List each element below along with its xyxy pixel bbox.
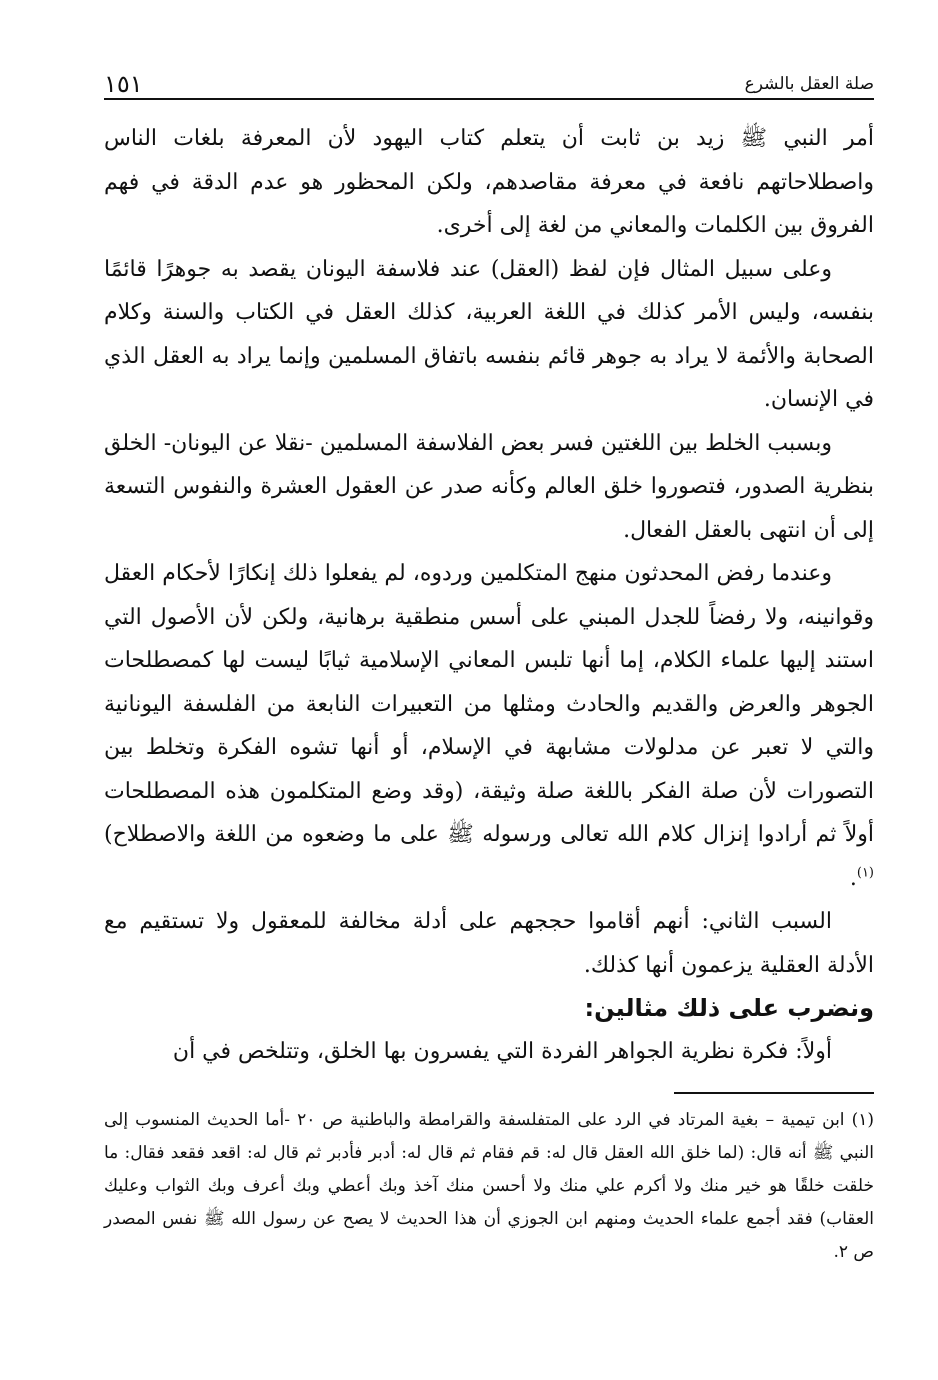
paragraph-2: وعلى سبيل المثال فإن لفظ (العقل) عند فلاسفة اليونان يقصد به جوهرًا قائمًا بنفسه، وليس الأمر كذلك في اللغة العربية، كذلك العقل في الكتاب والسنة وكلام الصحابة والأئمة لا يراد به جوهر قائم بنفسه باتفاق المسلمين وإنما يراد به العقل الذي في الإنسان. — [104, 256, 874, 412]
paragraph-4-period: . — [849, 865, 857, 891]
page-number: ١٥١ — [104, 70, 143, 98]
footnote-1: (١) ابن تيمية – بغية المرتاد في الرد على المتفلسفة والقرامطة والباطنية ص ٢٠ -أما الحديث المنسوب إلى النبي ﷺ أنه قال: (لما خلق الله العقل قال له: قم فقام ثم قال له: أدبر فأدبر ثم قال له: اقعد فقعد فقال: ما خلقت خلقًا هو خير منك ولا أكرم علي منك ولا أحسن منك آخذ وبك أعطي وبك أعرف وبك الثواب وعليك العقاب) فقد أجمع علماء الحديث ومنهم ابن الجوزي أن هذا الحديث لا يصح عن رسول الله ﷺ نفس المصدر ص ٢. — [104, 1109, 874, 1262]
paragraph-4 — [104, 552, 874, 900]
paragraph-4-text: وعندما رفض المحدثون منهج المتكلمين وردوه، لم يفعلوا ذلك إنكارًا لأحكام العقل وقوانينه، ولا رفضاً للجدل المبني على أسس منطقية برهانية، ولكن لأن الأصول التي استند إليها علماء الكلام، إما أنها تلبس المعاني الإسلامية ثيابًا ليست لها كمصطلحات الجوهر والعرض والقديم والحادث ومثلها من التعبيرات النابعة من الفلسفة اليونانية والتي لا تعبر عن مدلولات مشابهة في الإسلام، أو أنها تشوه الفكرة وتخلط بين التصورات لأن صلة الفكر باللغة صلة وثيقة، (وقد وضع المتكلمون هذه المصطلحات أولاً ثم أرادوا إنزال كلام الله تعالى ورسوله ﷺ على ما وضعوه من اللغة والاصطلاح) — [104, 561, 874, 847]
paragraph-3: وبسبب الخلط بين اللغتين فسر بعض الفلاسفة المسلمين -نقلا عن اليونان- الخلق بنظرية الصدور، فتصوروا خلق العالم وكأنه صدر عن العقول العشرة والنفوس التسعة إلى أن انتهى بالعقل الفعال. — [104, 430, 874, 543]
running-header — [104, 68, 874, 100]
paragraph-6: أولاً: فكرة نظرية الجواهر الفردة التي يفسرون بها الخلق، وتتلخص في أن — [172, 1039, 832, 1064]
footnote-separator — [674, 1092, 874, 1094]
paragraph-1: أمر النبي ﷺ زيد بن ثابت أن يتعلم كتاب اليهود لأن المعرفة بلغات الناس واصطلاحاتهم نافعة في معرفة مقاصدهم، ولكن المحظور هو عدم الدقة في فهم الفروق بين الكلمات والمعاني من لغة إلى أخرى. — [104, 126, 874, 238]
footnotes — [104, 1104, 874, 1269]
running-title: صلة العقل بالشرع — [744, 74, 874, 94]
body-text — [104, 117, 874, 1074]
section-subheading: ونضرب على ذلك مثالين: — [584, 994, 874, 1022]
paragraph-5: السبب الثاني: أنهم أقاموا حججهم على أدلة مخالفة للمعقول ولا تستقيم مع الأدلة العقلية يزعمون أنها كذلك. — [104, 909, 874, 978]
footnote-reference[interactable]: (١) — [856, 865, 874, 881]
book-page — [104, 68, 874, 1358]
